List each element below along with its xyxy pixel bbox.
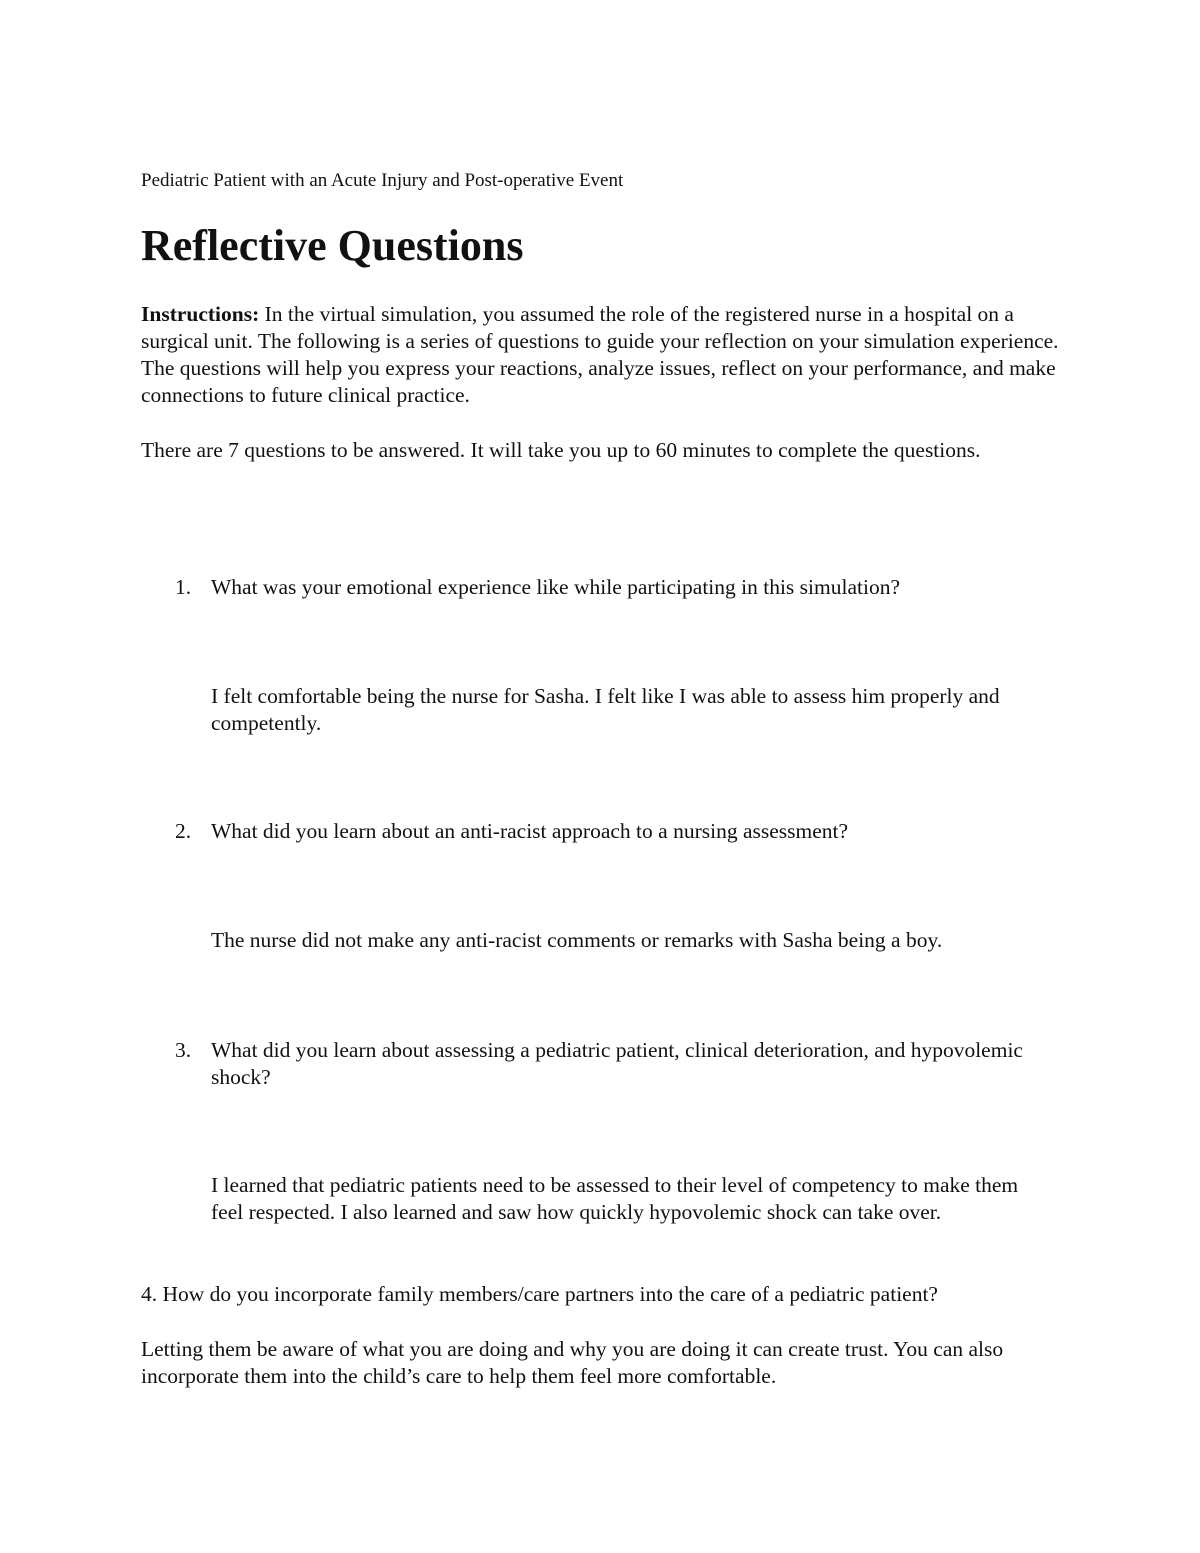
answer-text: I felt comfortable being the nurse for Sasha. I felt like I was able to assess him properly and competently. bbox=[211, 684, 1000, 735]
question-number: 1. bbox=[175, 575, 192, 599]
answer-text: Letting them be aware of what you are doing and why you are doing it can create trust. You can also incorporate them into the child’s care to help them feel more comfortable. bbox=[141, 1337, 1004, 1388]
question-number: 2. bbox=[175, 819, 192, 843]
instructions-label: Instructions: bbox=[141, 302, 260, 326]
answer-text: The nurse did not make any anti-racist comments or remarks with Sasha being a boy. bbox=[211, 928, 943, 952]
instructions-text: In the virtual simulation, you assumed the role of the registered nurse in a hospital on a surgical unit. The following is a series of questions to guide your reflection on your simulation experience. The questions will help you express your reactions, analyze issues, reflect on your performance, and make connections to future clinical practice. bbox=[141, 302, 1059, 407]
question-text: What did you learn about an anti-racist approach to a nursing assessment? bbox=[211, 819, 849, 843]
question-text: What did you learn about assessing a pediatric patient, clinical deterioration, and hypovolemic shock? bbox=[211, 1038, 1023, 1089]
intro-paragraph: There are 7 questions to be answered. It will take you up to 60 minutes to complete the questions. bbox=[141, 438, 981, 462]
document-subtitle: Pediatric Patient with an Acute Injury and Post-operative Event bbox=[141, 170, 624, 191]
answer-text: I learned that pediatric patients need to be assessed to their level of competency to make them feel respected. I also learned and saw how quickly hypovolemic shock can take over. bbox=[211, 1173, 1019, 1224]
question-text: 4. How do you incorporate family members/care partners into the care of a pediatric patient? bbox=[141, 1282, 938, 1306]
question-text: What was your emotional experience like while participating in this simulation? bbox=[211, 575, 900, 599]
question-number: 3. bbox=[175, 1038, 192, 1062]
instructions-paragraph bbox=[141, 301, 1071, 409]
page-title: Reflective Questions bbox=[141, 221, 524, 270]
